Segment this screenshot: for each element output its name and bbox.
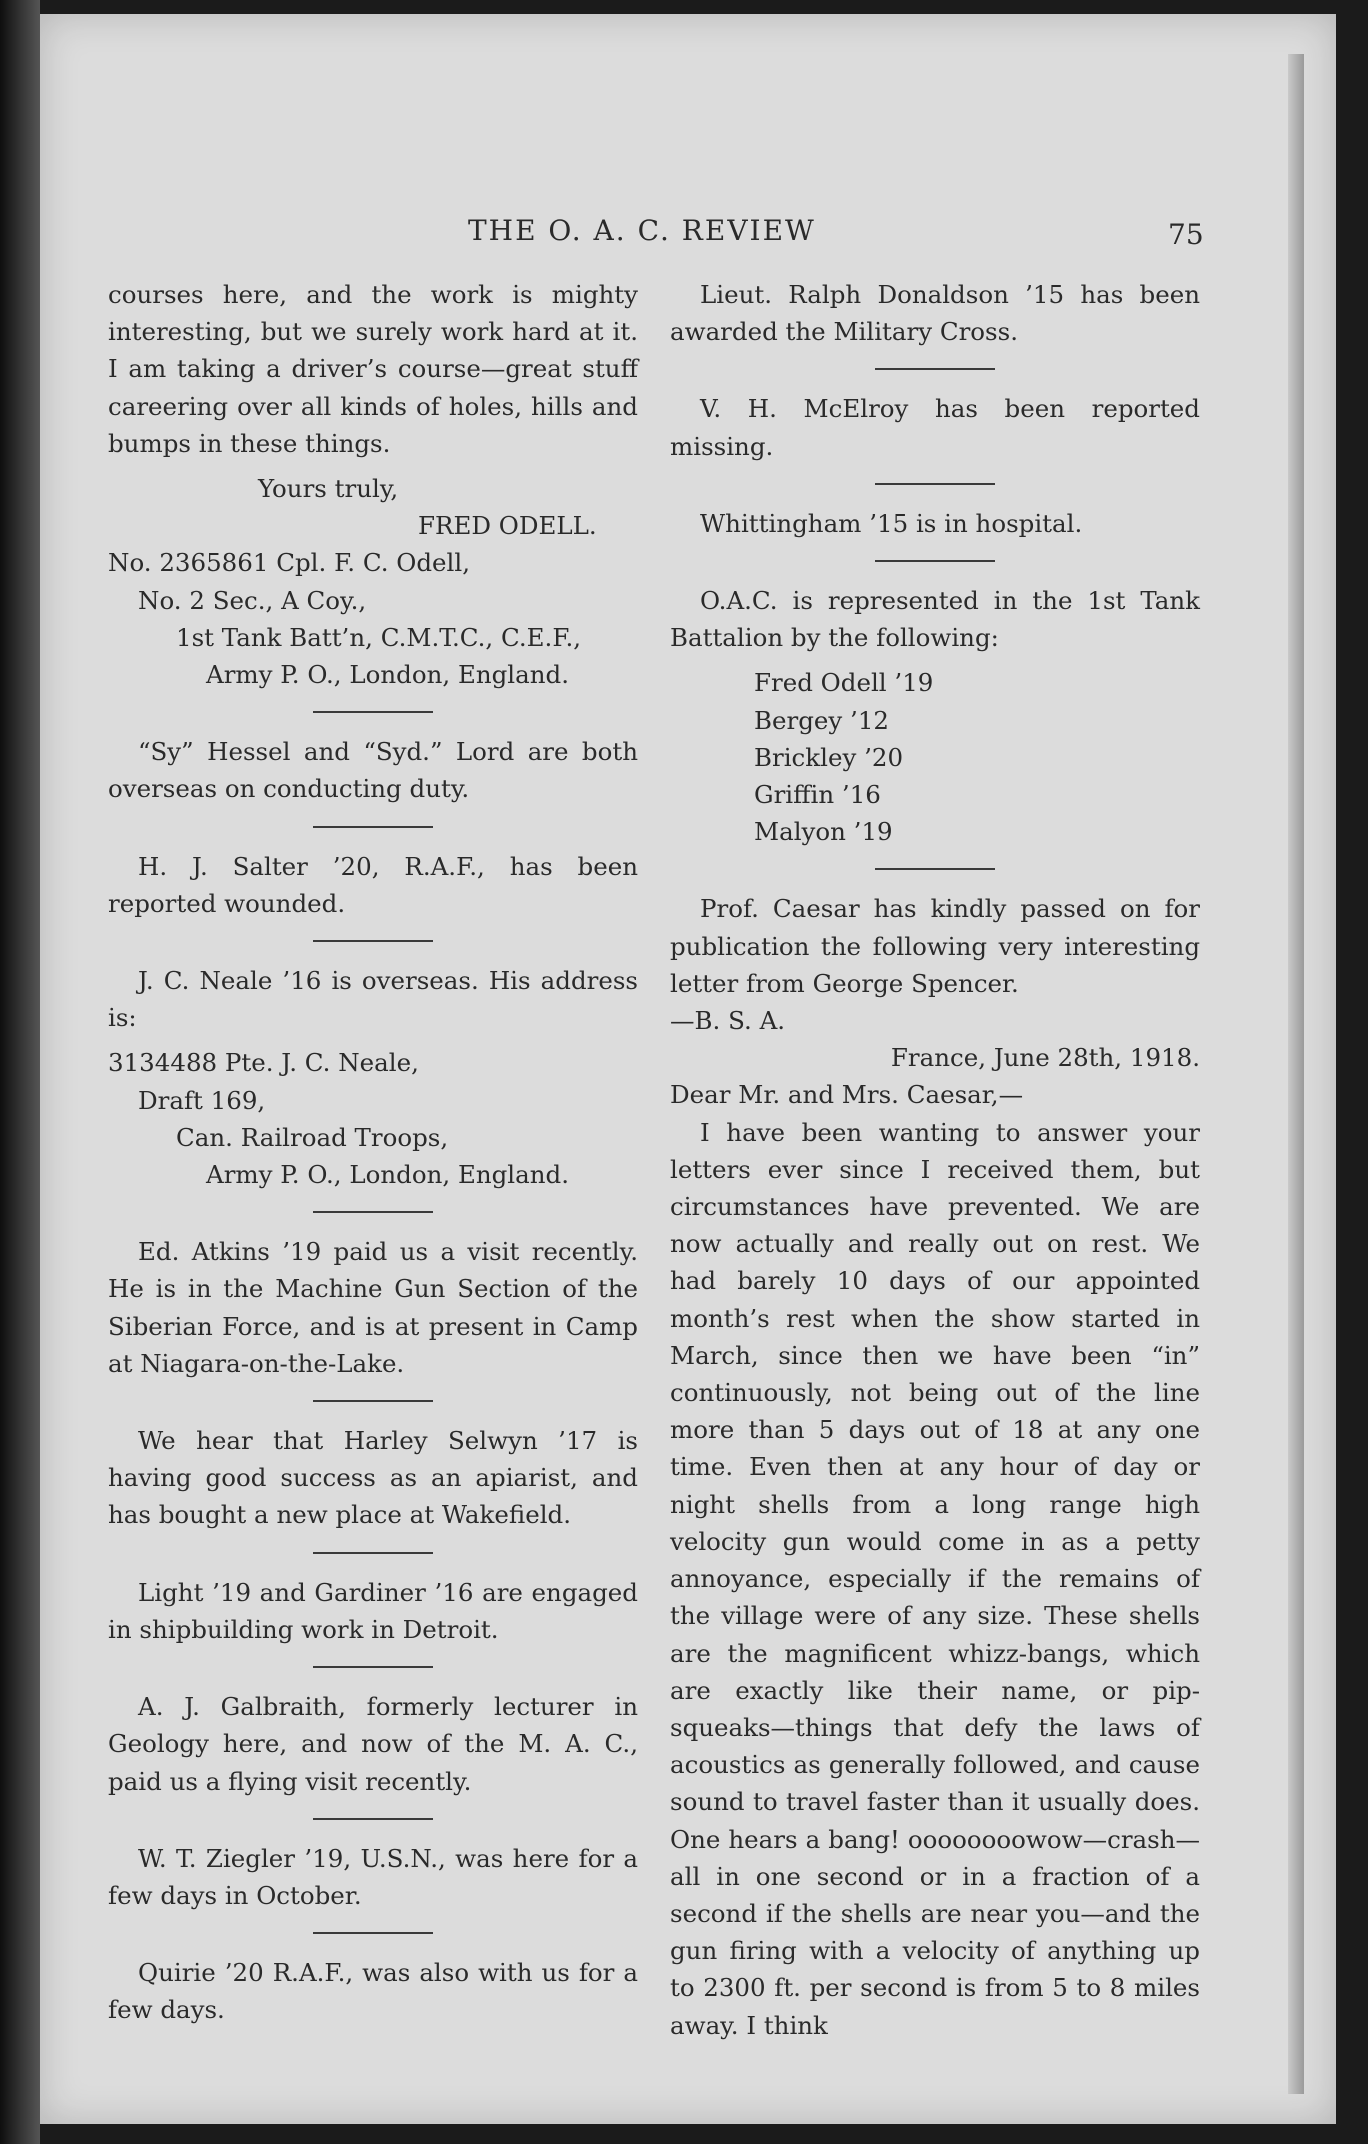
news-item-mcelroy: V. H. McElroy has been reported missing. xyxy=(670,394,1200,461)
address-line: Army P. O., London, England. xyxy=(206,660,570,690)
address-line: Can. Railroad Troops, xyxy=(176,1122,449,1152)
section-divider xyxy=(875,368,995,370)
section-divider xyxy=(875,868,995,870)
page-number: 75 xyxy=(1168,218,1204,251)
section-divider xyxy=(313,1666,433,1668)
address-line: No. 2 Sec., A Coy., xyxy=(138,585,367,615)
roster-entry: Fred Odell ’19 xyxy=(754,668,934,698)
section-divider xyxy=(875,560,995,562)
right-column xyxy=(670,276,1200,2052)
address-line: No. 2365861 Cpl. F. C. Odell, xyxy=(108,548,471,578)
section-divider xyxy=(313,711,433,713)
address-line: 3134488 Pte. J. C. Neale, xyxy=(108,1048,419,1078)
news-item-salter: H. J. Salter ’20, R.A.F., has been reported wounded. xyxy=(108,851,638,918)
section-divider xyxy=(313,826,433,828)
news-item-neale: J. C. Neale ’16 is overseas. His address is: xyxy=(108,966,638,1033)
news-item-whittingham: Whittingham ’15 is in hospital. xyxy=(700,508,1083,538)
news-item-light: Light ’19 and Gardiner ’16 are engaged in shipbuilding work in Detroit. xyxy=(108,1577,638,1644)
letter-signature: FRED ODELL. xyxy=(418,511,597,541)
news-item-caesar: Prof. Caesar has kindly passed on for publication the following very interesting letter from George Spencer. xyxy=(670,894,1200,998)
running-head xyxy=(40,214,1336,254)
news-item-tank-battalion: O.A.C. is represented in the 1st Tank Battalion by the following: xyxy=(670,586,1200,653)
section-divider xyxy=(313,940,433,942)
section-divider xyxy=(313,1818,433,1820)
section-divider xyxy=(313,1211,433,1213)
news-item-quirie: Quirie ’20 R.A.F., was also with us for a few days. xyxy=(108,1958,638,2025)
book-spine xyxy=(0,0,40,2144)
left-column xyxy=(108,276,638,2037)
letter-salutation: Dear Mr. and Mrs. Caesar,— xyxy=(670,1080,1024,1110)
address-line: 1st Tank Batt’n, C.M.T.C., C.E.F., xyxy=(176,622,582,652)
roster-entry: Brickley ’20 xyxy=(754,742,904,772)
editor-initials: —B. S. A. xyxy=(670,1006,786,1036)
section-divider xyxy=(313,1552,433,1554)
letter-closing: Yours truly, xyxy=(258,474,399,504)
roster-entry: Malyon ’19 xyxy=(754,817,893,847)
journal-page xyxy=(40,14,1336,2124)
page-edge xyxy=(1288,54,1304,2094)
news-item-hessel: “Sy” Hessel and “Syd.” Lord are both overseas on conducting duty. xyxy=(108,737,638,804)
news-item-donaldson: Lieut. Ralph Donaldson ’15 has been awarded the Military Cross. xyxy=(670,280,1200,347)
address-line: Army P. O., London, England. xyxy=(206,1160,570,1190)
journal-title: THE O. A. C. REVIEW xyxy=(468,214,816,247)
section-divider xyxy=(875,483,995,485)
news-item-galbraith: A. J. Galbraith, formerly lecturer in Geology here, and now of the M. A. C., paid us a flying visit recently. xyxy=(108,1692,638,1796)
letter-body: I have been wanting to answer your letters ever since I received them, but circumstances have prevented. We are now actually and really out on rest. We had barely 10 days of our appointed month’s rest when the show started in March, since then we have been “in” continuously, not being out of the line more than 5 days out of 18 at any one time. Even then at any hour of day or night shells from a long range high velocity gun would come in as a petty annoyance, especially if the remains of the village were of any size. These shells are the magnificent whizz-bangs, which are exactly like their name, or pip-squeaks—things that defy the laws of acoustics as generally followed, and cause sound to travel faster than it usually does. One hears a bang! oooooooowow—crash—all in one second or in a fraction of a second if the shells are near you—and the gun firing with a velocity of anything up to 2300 ft. per second is from 5 to 8 miles away. I think xyxy=(670,1117,1200,2040)
letter-ending: courses here, and the work is mighty interesting, but we surely work hard at it. I am taking a driver’s course—great stuff careering over all kinds of holes, hills and bumps in these things. xyxy=(108,280,638,458)
letter-dateline: France, June 28th, 1918. xyxy=(890,1043,1200,1073)
section-divider xyxy=(313,1932,433,1934)
address-line: Draft 169, xyxy=(138,1085,266,1115)
section-divider xyxy=(313,1400,433,1402)
roster-entry: Bergey ’12 xyxy=(754,705,889,735)
news-item-ziegler: W. T. Ziegler ’19, U.S.N., was here for a few days in October. xyxy=(108,1843,638,1910)
news-item-atkins: Ed. Atkins ’19 paid us a visit recently. He is in the Machine Gun Section of the Siberian Force, and is at present in Camp at Niagara-on-the-Lake. xyxy=(108,1237,638,1378)
roster-entry: Griffin ’16 xyxy=(754,780,881,810)
news-item-selwyn: We hear that Harley Selwyn ’17 is having good success as an apiarist, and has bought a new place at Wakefield. xyxy=(108,1426,638,1530)
